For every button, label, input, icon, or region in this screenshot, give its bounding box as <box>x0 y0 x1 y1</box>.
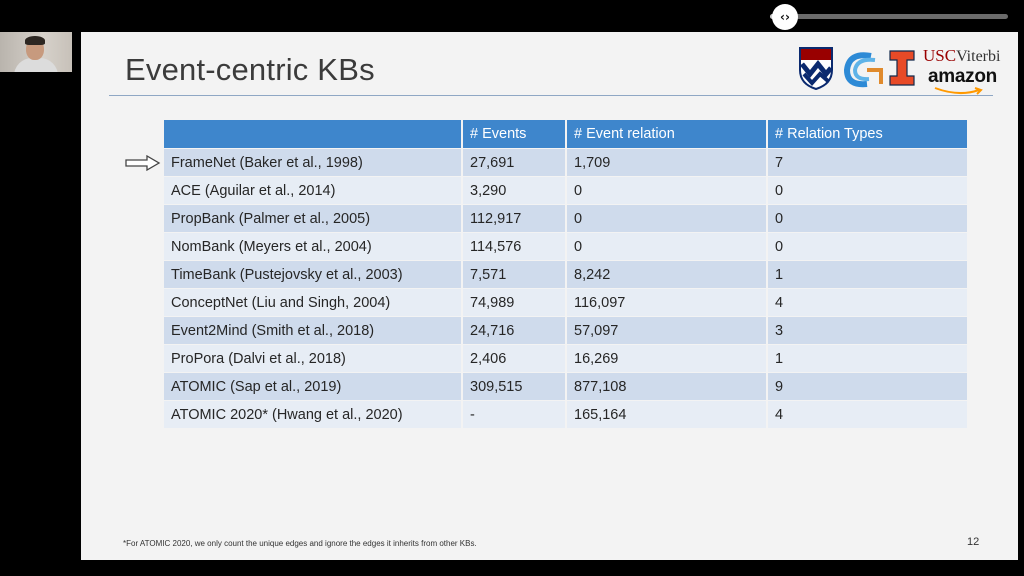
table-row <box>164 261 968 289</box>
slide-footnote: *For ATOMIC 2020, we only count the unique edges and ignore the edges it inherits from other KBs. <box>123 539 477 548</box>
events-cell: 309,515 <box>462 373 566 401</box>
table-row <box>164 345 968 373</box>
video-top-bar <box>0 0 1024 32</box>
presentation-slide <box>81 32 1024 560</box>
relation-types-cell: 4 <box>767 401 968 429</box>
event-relation-cell: 0 <box>566 233 767 261</box>
events-cell: 24,716 <box>462 317 566 345</box>
events-cell: 2,406 <box>462 345 566 373</box>
slide-title: Event-centric KBs <box>125 52 375 87</box>
relation-types-cell: 4 <box>767 289 968 317</box>
bottom-edge-bar <box>0 560 1024 576</box>
usc-text: USC <box>923 46 957 65</box>
table-row <box>164 289 968 317</box>
viterbi-text: Viterbi <box>956 48 1001 65</box>
code-brackets-icon[interactable]: ‹› <box>772 4 798 30</box>
table-row <box>164 205 968 233</box>
kb-name-cell: ATOMIC (Sap et al., 2019) <box>164 373 462 401</box>
penn-shield-logo <box>798 46 834 90</box>
table-row <box>164 149 968 177</box>
kb-name-cell: FrameNet (Baker et al., 1998) <box>164 149 462 177</box>
kb-name-cell: ATOMIC 2020* (Hwang et al., 2020) <box>164 401 462 429</box>
header-events: # Events <box>462 120 566 149</box>
events-cell: 7,571 <box>462 261 566 289</box>
kb-name-cell: TimeBank (Pustejovsky et al., 2003) <box>164 261 462 289</box>
table-row <box>164 177 968 205</box>
cg-swirl-logo <box>841 50 885 88</box>
table-row <box>164 401 968 429</box>
right-edge-bar <box>1018 32 1024 560</box>
event-relation-cell: 57,097 <box>566 317 767 345</box>
kb-name-cell: ConceptNet (Liu and Singh, 2004) <box>164 289 462 317</box>
events-cell: 27,691 <box>462 149 566 177</box>
kb-name-cell: ProPora (Dalvi et al., 2018) <box>164 345 462 373</box>
events-cell: 74,989 <box>462 289 566 317</box>
relation-types-cell: 1 <box>767 345 968 373</box>
event-relation-cell: 165,164 <box>566 401 767 429</box>
relation-types-cell: 9 <box>767 373 968 401</box>
amazon-smile-icon <box>933 87 985 95</box>
illinois-logo <box>889 50 915 86</box>
event-relation-cell: 1,709 <box>566 149 767 177</box>
usc-viterbi-logo <box>923 46 1000 66</box>
events-cell: 112,917 <box>462 205 566 233</box>
right-arrow-icon <box>125 155 161 171</box>
relation-types-cell: 0 <box>767 205 968 233</box>
event-relation-cell: 16,269 <box>566 345 767 373</box>
events-cell: 114,576 <box>462 233 566 261</box>
relation-types-cell: 7 <box>767 149 968 177</box>
events-cell: 3,290 <box>462 177 566 205</box>
amazon-logo: amazon <box>928 66 997 87</box>
relation-types-cell: 0 <box>767 233 968 261</box>
relation-types-cell: 3 <box>767 317 968 345</box>
relation-types-cell: 0 <box>767 177 968 205</box>
table-row <box>164 233 968 261</box>
header-relation-types: # Relation Types <box>767 120 968 149</box>
table-row <box>164 317 968 345</box>
title-divider <box>109 95 993 96</box>
event-kb-table <box>164 120 969 428</box>
event-relation-cell: 0 <box>566 205 767 233</box>
event-relation-cell: 877,108 <box>566 373 767 401</box>
relation-types-cell: 1 <box>767 261 968 289</box>
webcam-thumbnail <box>0 32 72 72</box>
kb-name-cell: NomBank (Meyers et al., 2004) <box>164 233 462 261</box>
kb-name-cell: ACE (Aguilar et al., 2014) <box>164 177 462 205</box>
table-row <box>164 373 968 401</box>
institution-logos <box>793 44 1013 94</box>
page-number: 12 <box>967 536 980 548</box>
header-event-relation: # Event relation <box>566 120 767 149</box>
event-relation-cell: 0 <box>566 177 767 205</box>
events-cell: - <box>462 401 566 429</box>
table-header-row <box>164 120 968 149</box>
event-relation-cell: 8,242 <box>566 261 767 289</box>
video-progress-bar[interactable] <box>770 14 1008 19</box>
header-kb-name <box>164 120 462 149</box>
kb-name-cell: Event2Mind (Smith et al., 2018) <box>164 317 462 345</box>
kb-name-cell: PropBank (Palmer et al., 2005) <box>164 205 462 233</box>
event-relation-cell: 116,097 <box>566 289 767 317</box>
